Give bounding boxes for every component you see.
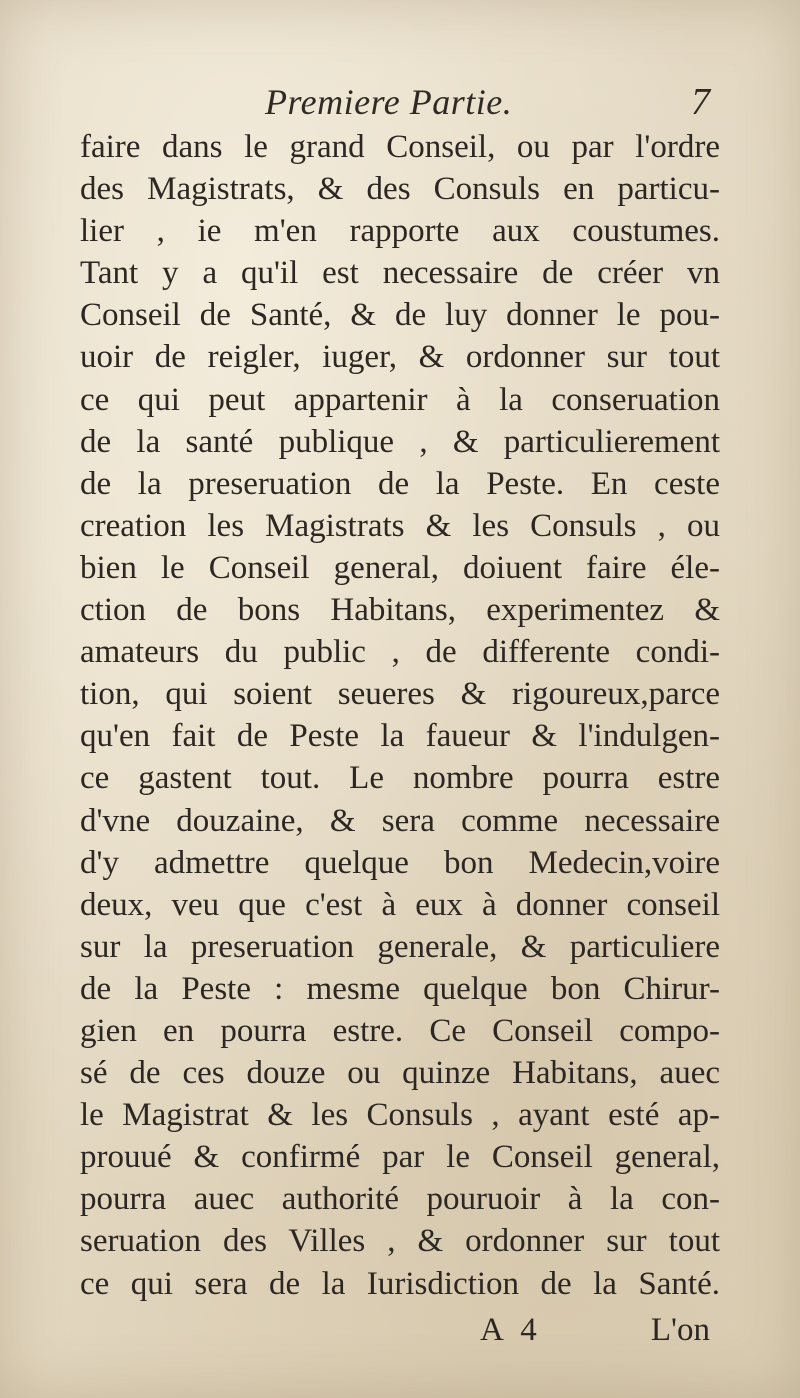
- text-line: creation les Magistrats & les Consuls , ou: [80, 507, 720, 544]
- text-line: ce gastent tout. Le nombre pourra estre: [80, 760, 720, 797]
- running-title: Premiere Partie.: [265, 82, 513, 122]
- text-line: d'vne douzaine, & sera comme necessaire: [80, 802, 720, 839]
- text-line: de la preseruation de la Peste. En ceste: [80, 465, 720, 502]
- text-line: d'y admettre quelque bon Medecin,voire: [80, 844, 720, 881]
- page-footer: [80, 1308, 720, 1352]
- text-line: bien le Conseil general, doiuent faire éle-: [80, 549, 720, 586]
- text-line: pourra auec authorité pouruoir à la con-: [80, 1181, 720, 1218]
- text-line: Tant y a qu'il est necessaire de créer vn: [80, 255, 720, 292]
- text-line: des Magistrats, & des Consuls en particu-: [80, 171, 720, 208]
- page-number: 7: [691, 81, 710, 123]
- catchword: L'on: [650, 1312, 710, 1348]
- text-line: le Magistrat & les Consuls , ayant esté ap-: [80, 1097, 720, 1134]
- text-line: qu'en fait de Peste la faueur & l'indulgen-: [80, 718, 720, 755]
- signature-mark: A 4: [480, 1312, 537, 1348]
- text-line: de la santé publique , & particulierement: [80, 423, 720, 460]
- text-line: amateurs du public , de differente condi-: [80, 634, 720, 671]
- text-line: seruation des Villes , & ordonner sur tout: [80, 1223, 720, 1260]
- text-line: sé de ces douze ou quinze Habitans, auec: [80, 1055, 720, 1092]
- text-line: prouué & confirmé par le Conseil general,: [80, 1139, 720, 1176]
- page-header: [80, 78, 720, 126]
- body-text: [80, 126, 720, 1305]
- text-line: de la Peste : mesme quelque bon Chirur-: [80, 970, 720, 1007]
- text-line: uoir de reigler, iuger, & ordonner sur tout: [80, 339, 720, 376]
- text-line: ction de bons Habitans, experimentez &: [80, 592, 720, 629]
- text-line: sur la preseruation generale, & particuliere: [80, 928, 720, 965]
- text-line: gien en pourra estre. Ce Conseil compo-: [80, 1012, 720, 1049]
- text-line: faire dans le grand Conseil, ou par l'ordre: [80, 129, 720, 165]
- text-line: Conseil de Santé, & de luy donner le pou-: [80, 297, 720, 334]
- text-line: deux, veu que c'est à eux à donner conseil: [80, 886, 720, 923]
- text-line: tion, qui soient seueres & rigoureux,parce: [80, 676, 720, 713]
- text-line: ce qui sera de la Iurisdiction de la Santé.: [80, 1265, 720, 1302]
- text-line: lier , ie m'en rapporte aux coustumes.: [80, 213, 720, 250]
- text-line: ce qui peut appartenir à la conseruation: [80, 381, 720, 418]
